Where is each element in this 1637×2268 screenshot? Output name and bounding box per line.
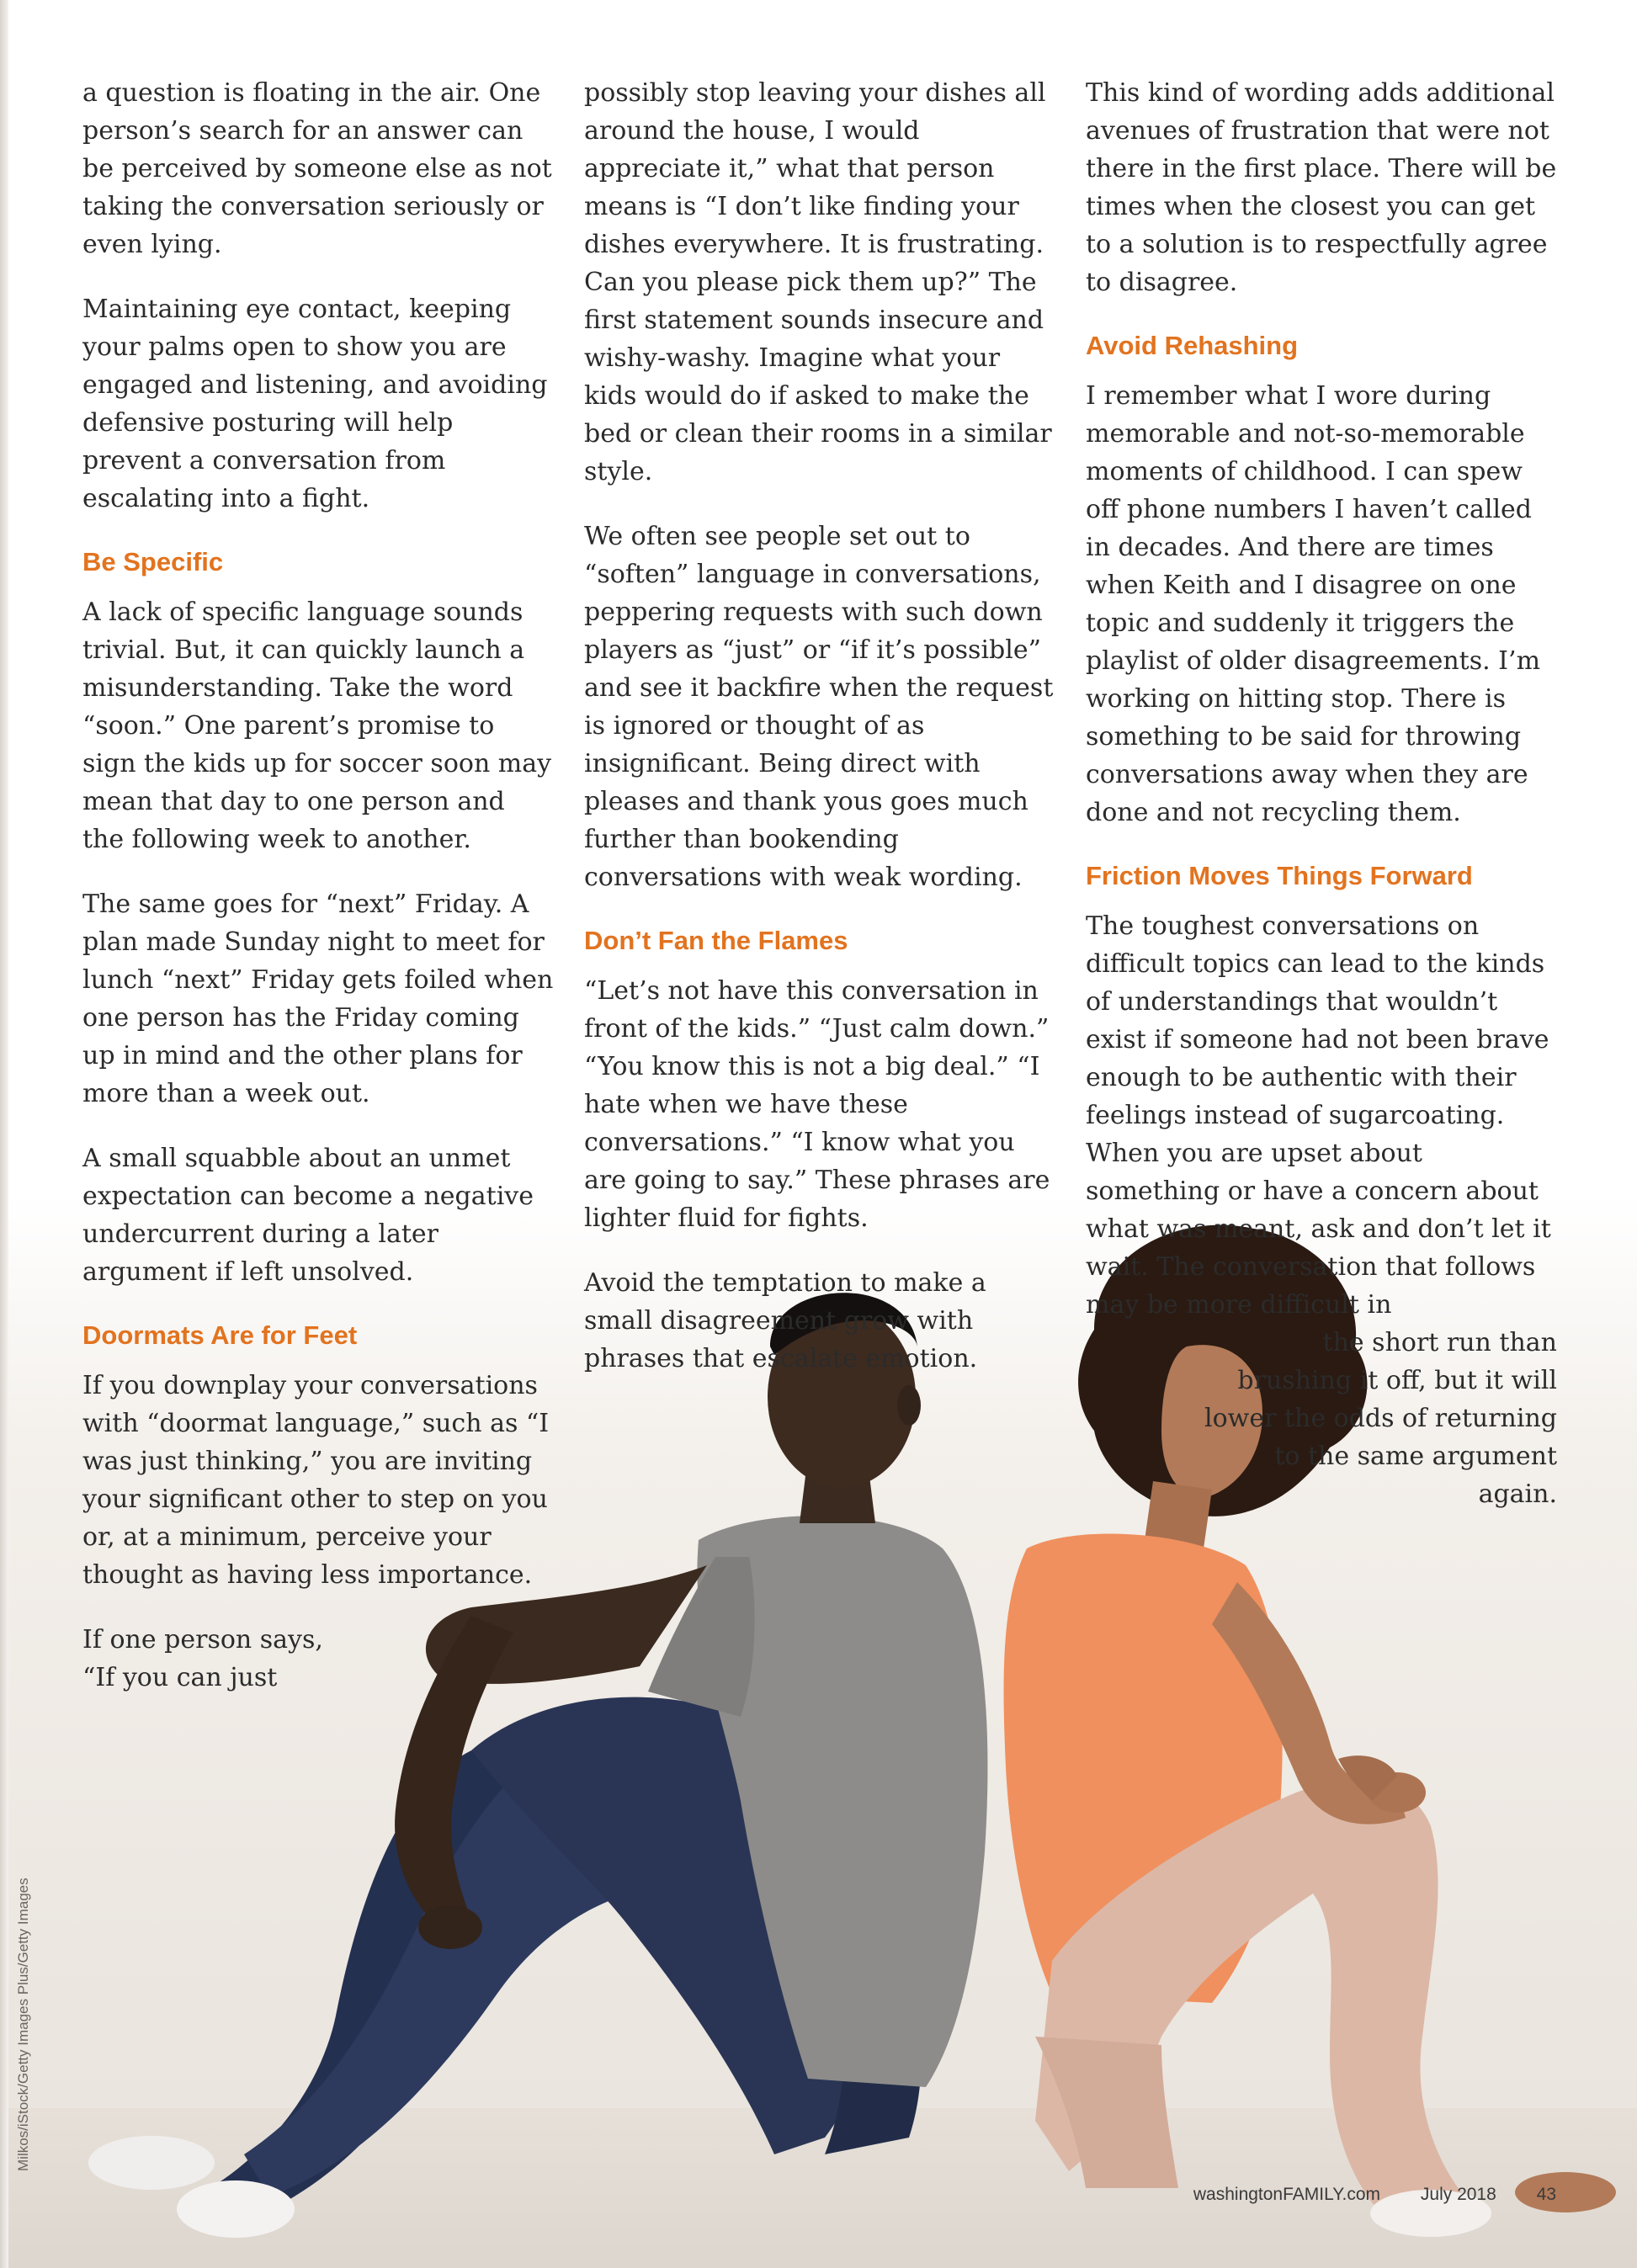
paragraph: This kind of wording adds additional avenues of frustration that were not there in the first place. There will be times when the closest you can get to a solution is to respectfully agree to disagree. [1086,78,1557,297]
section-heading-dont-fan-the-flames: Don’t Fan the Flames [584,926,848,955]
paragraph: Maintaining eye contact, keeping your palms open to show you are engaged and listening, and avoiding defensive posturing will help prevent a conversation from escalating into a fight. [82,295,548,513]
paragraph: a question is floating in the air. One person’s search for an answer can be perceived by someone else as not taking the conversation seriously or even lying. [82,78,552,259]
page-footer [1193,2185,1556,2205]
column-2 [584,74,1060,1405]
paragraph: If you downplay your conversations with “doormat language,” such as “I was just thinking,” you are inviting your significant other to step on you or, at a minimum, perceive your thought as having less importance. [82,1371,550,1590]
paragraph: A lack of specific language sounds trivial. But, it can quickly launch a misunderstanding. Take the word “soon.” One parent’s promise to sign the kids up for soccer soon may mean that day to one person and the following week to another. [82,598,552,854]
photo-credit: Milkos/iStock/Getty Images Plus/Getty Images [15,1878,31,2171]
footer-issue: July 2018 [1420,2185,1496,2204]
paragraph-tail: the short run than brushing it off, but it will lower the odds of returning to the same argument again. [1204,1328,1557,1509]
column-3 [1086,74,1557,1540]
footer-site: washingtonFAMILY.com [1193,2185,1381,2204]
paragraph: I remember what I wore during memorable and not-so-memorable moments of childhood. I can spew off phone numbers I haven’t called in decades. And there are times when Keith and I disagree on one topic and suddenly it triggers the playlist of older disagreements. I’m working on hitting stop. There is something to be said for throwing conversations away when they are done and not recycling them. [1086,381,1541,827]
column-1 [82,74,554,1724]
section-heading-doormats: Doormats Are for Feet [82,1320,358,1350]
paragraph: “Let’s not have this conversation in front of the kids.” “Just calm down.” “You know this is not a big deal.” “I hate when we have these conversations.” “I know what you are going to say.” These phrases are lighter fluid for fights. [584,976,1050,1233]
section-heading-avoid-rehashing: Avoid Rehashing [1086,331,1299,360]
paragraph: Avoid the temptation to make a small disagreement grow with phrases that escalate emotion. [584,1268,986,1373]
paragraph: possibly stop leaving your dishes all around the house, I would appreciate it,” what that person means is “I don’t like finding your dishes everywhere. It is frustrating. Can you please pick them up?” The first statement sounds insecure and wishy-washy. Imagine what your kids would do if asked to make the bed or clean their rooms in a similar style. [584,78,1052,486]
page-number: 43 [1536,2185,1556,2204]
paragraph: The same goes for “next” Friday. A plan made Sunday night to meet for lunch “next” Friday gets foiled when one person has the Friday coming up in mind and the other plans for more than a week out. [82,890,554,1108]
section-heading-be-specific: Be Specific [82,547,224,576]
paragraph: If one person says, “If you can just [82,1625,323,1692]
section-heading-friction: Friction Moves Things Forward [1086,861,1473,890]
paragraph: We often see people set out to “soften” language in conversations, peppering requests with such down players as “just” or “if it’s possible” and see it backfire when the request is ignored or thought of as insignificant. Being direct with pleases and thank yous goes much further than bookending conversations with weak wording. [584,522,1054,892]
paragraph: The toughest conversations on difficult topics can lead to the kinds of understandings that wouldn’t exist if someone had not been brave enough to be authentic with their feelings instead of sugarcoating. When you are upset about something or have a concern about what was meant, ask and don’t let it wait. The conversation that follows may be more difficult in [1086,911,1551,1320]
paragraph: A small squabble about an unmet expectation can become a negative undercurrent during a later argument if left unsolved. [82,1144,534,1287]
